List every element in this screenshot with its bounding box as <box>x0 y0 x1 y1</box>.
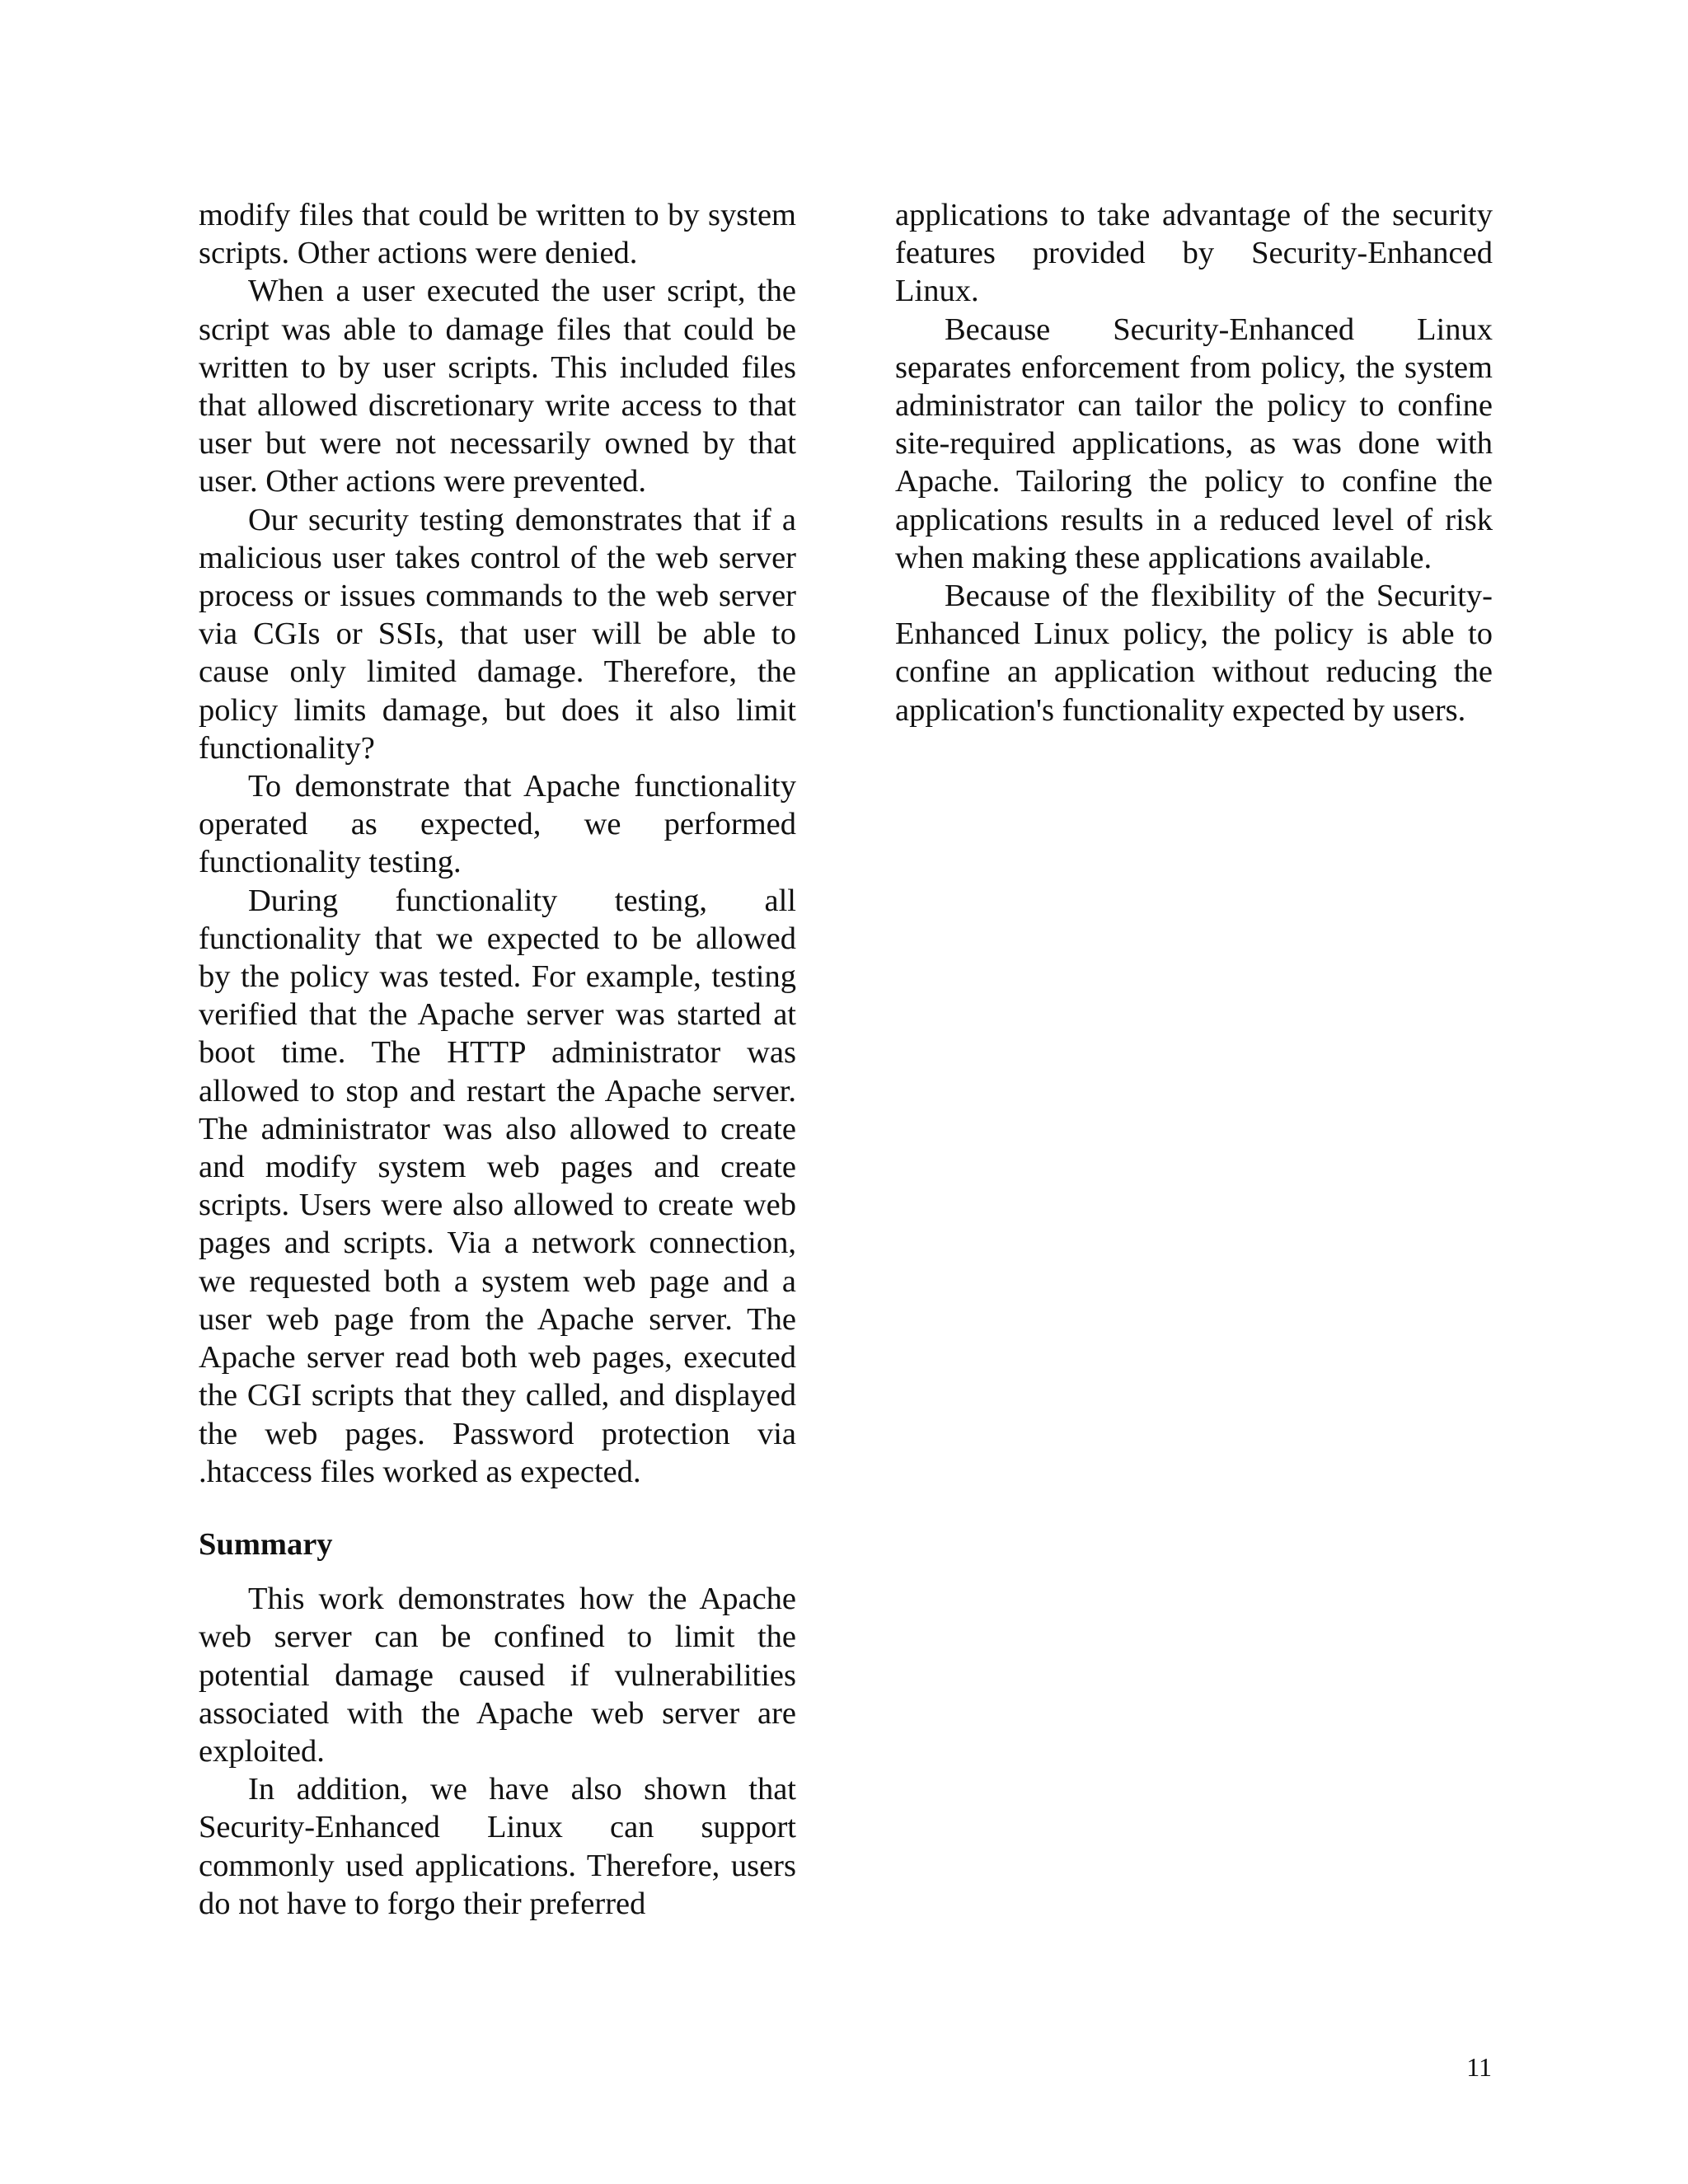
paragraph-demonstrate-functionality: To demonstrate that Apache functionality operated as expected, we performed functionality testing. <box>199 769 796 880</box>
paragraph-policy-flexibility: Because of the flexibility of the Security-Enhanced Linux policy, the policy is able to confine an application without reducing the application's functionality expected by users. <box>895 579 1493 728</box>
paragraph-functionality-testing: During functionality testing, all functionality that we expected to be allowed by the policy was tested. For example, testing verified that the Apache server was started at boot time. The HTTP administrator was allowed to stop and restart the Apache server. The administrator was also allowed to create and modify system web pages and create scripts. Users were also allowed to create web pages and scripts. Via a network connection, we requested both a system web page and a user web page from the Apache server. The Apache server read both web pages, executed the CGI scripts that they called, and displayed the web pages. Password protection via .htaccess files worked as expected. <box>199 883 796 1489</box>
paragraph-user-script: When a user executed the user script, the script was able to damage files that could be written to by user scripts. This included files that allowed discretionary write access to that user but were not necessarily owned by that user. Other actions were prevented. <box>199 274 796 499</box>
paragraph-enforcement-policy: Because Security-Enhanced Linux separates enforcement from policy, the system administrator can tailor the policy to confine site-required applications, as was done with Apache. Tailoring the policy to confine the applications results in a reduced level of risk when making these applications available. <box>895 312 1493 575</box>
paragraph-continuation-right: applications to take advantage of the security features provided by Security-Enhanced Linux. <box>895 198 1493 309</box>
left-column <box>199 196 796 1923</box>
paragraph-summary-applications: In addition, we have also shown that Security-Enhanced Linux can support commonly used applications. Therefore, users do not have to forgo their preferred <box>199 1772 796 1921</box>
paragraph-continuation: modify files that could be written to by system scripts. Other actions were denied. <box>199 198 796 271</box>
page-number: 11 <box>1466 2052 1492 2082</box>
paragraph-security-testing: Our security testing demonstrates that if a malicious user takes control of the web server process or issues commands to the web server via CGIs or SSIs, that user will be able to cause only limited damage. Therefore, the policy limits damage, but does it also limit functionality? <box>199 502 796 766</box>
right-column <box>895 196 1493 729</box>
paragraph-summary-confinement: This work demonstrates how the Apache web server can be confined to limit the potential damage caused if vulnerabilities associated with the Apache web server are exploited. <box>199 1582 796 1769</box>
section-heading-summary: Summary <box>199 1526 333 1562</box>
